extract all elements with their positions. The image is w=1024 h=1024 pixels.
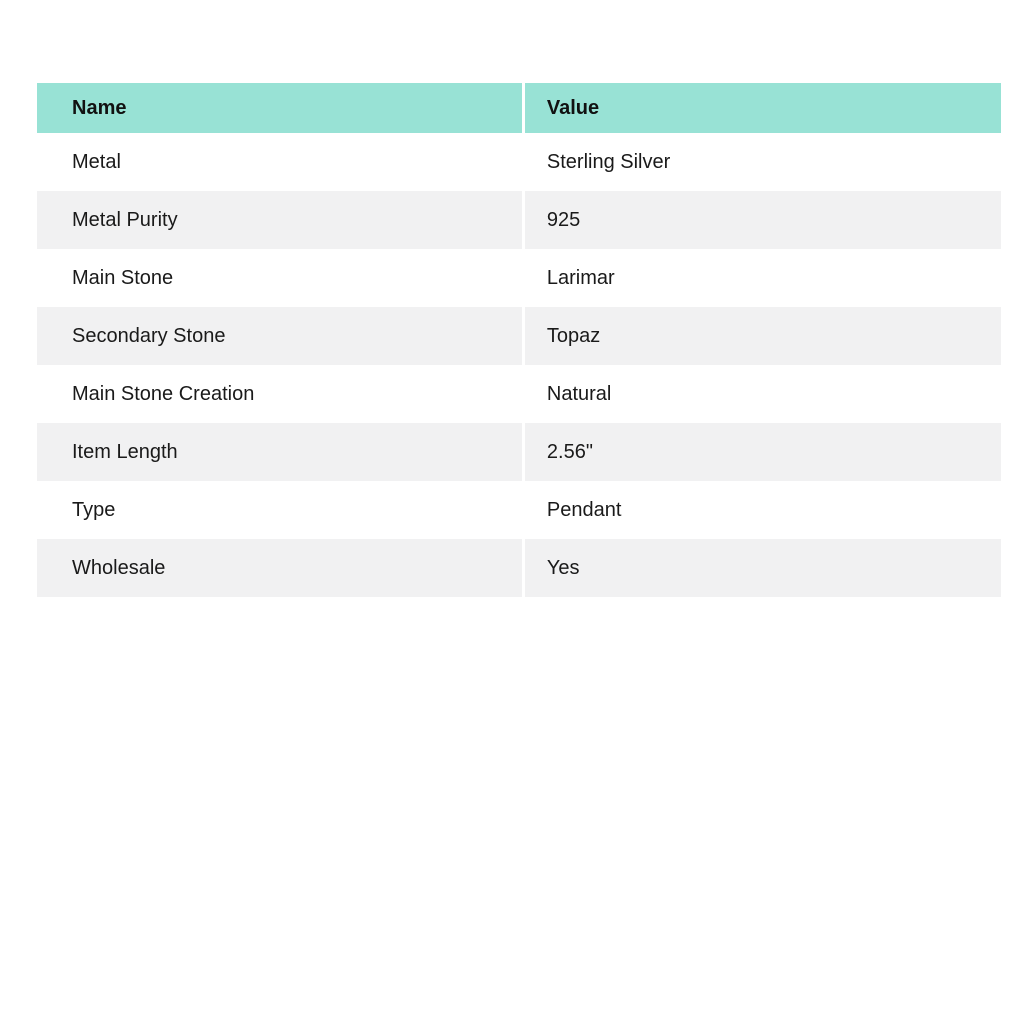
- attribute-name-cell: Main Stone: [37, 249, 522, 307]
- table-row: [37, 249, 1001, 307]
- table-row: [37, 133, 1001, 191]
- table-row: [37, 481, 1001, 539]
- product-spec-table: [37, 83, 1001, 597]
- attribute-name-cell: Item Length: [37, 423, 522, 481]
- table-row: [37, 539, 1001, 597]
- attribute-value-cell: Larimar: [522, 249, 1001, 307]
- attribute-value-cell: Yes: [522, 539, 1001, 597]
- attribute-value-cell: 2.56": [522, 423, 1001, 481]
- column-header-name: Name: [37, 83, 522, 133]
- attribute-name-cell: Wholesale: [37, 539, 522, 597]
- table-header: [37, 83, 1001, 133]
- attribute-value-cell: Topaz: [522, 307, 1001, 365]
- table-row: [37, 423, 1001, 481]
- attributes-table: [37, 83, 1001, 597]
- column-header-value: Value: [522, 83, 1001, 133]
- attribute-name-cell: Type: [37, 481, 522, 539]
- attribute-name-cell: Secondary Stone: [37, 307, 522, 365]
- attribute-value-cell: Natural: [522, 365, 1001, 423]
- table-row: [37, 307, 1001, 365]
- table-row: [37, 191, 1001, 249]
- attribute-value-cell: 925: [522, 191, 1001, 249]
- attribute-value-cell: Pendant: [522, 481, 1001, 539]
- table-row: [37, 365, 1001, 423]
- table-body: [37, 133, 1001, 597]
- attribute-name-cell: Main Stone Creation: [37, 365, 522, 423]
- attribute-value-cell: Sterling Silver: [522, 133, 1001, 191]
- attribute-name-cell: Metal Purity: [37, 191, 522, 249]
- header-row: [37, 83, 1001, 133]
- attribute-name-cell: Metal: [37, 133, 522, 191]
